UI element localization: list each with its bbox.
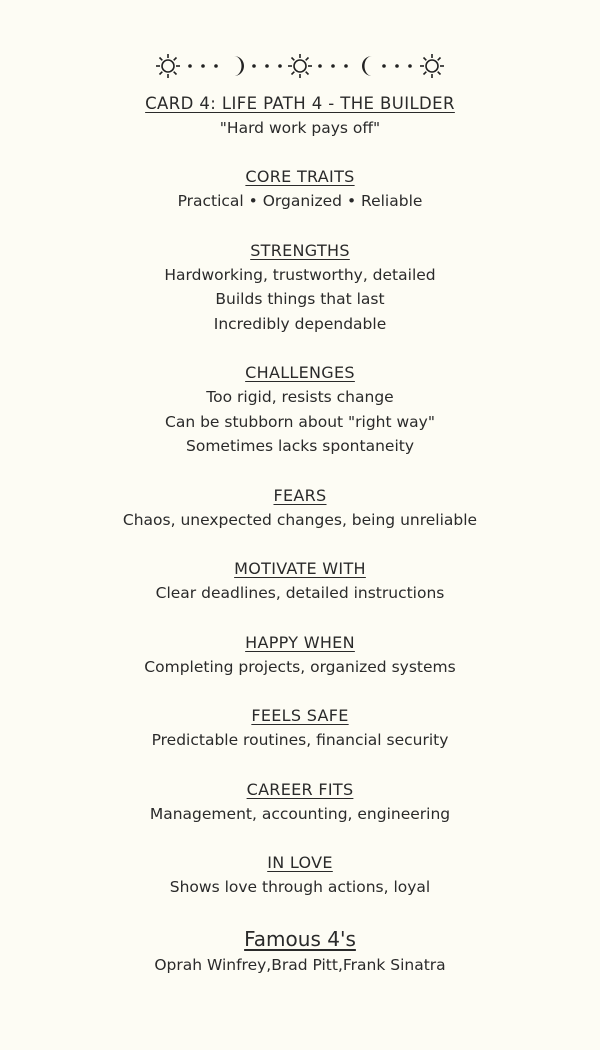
section-line: Clear deadlines, detailed instructions [155, 584, 445, 602]
section-line: Chaos, unexpected changes, being unreliable [122, 510, 478, 529]
section-heading: CAREER FITS [246, 779, 354, 799]
famous-heading: Famous 4's [244, 926, 356, 951]
ornament-svg [150, 48, 450, 84]
section-heading: IN LOVE [267, 853, 333, 872]
crescent-moon-icon [234, 56, 244, 76]
section-heading: HAPPY WHEN [245, 632, 355, 652]
section-line: Can be stubborn about "right way" [165, 412, 435, 431]
section-in-love [0, 851, 600, 900]
section-heading: FEARS [273, 485, 327, 505]
card-quote: "Hard work pays off" [219, 119, 381, 137]
section-line: Hardworking, trustworthy, detailed [164, 265, 436, 284]
section-line: Practical • Organized • Reliable [177, 192, 423, 210]
famous-names: Oprah Winfrey,Brad Pitt,Frank Sinatra [154, 955, 446, 974]
section-heading: MOTIVATE WITH [234, 559, 366, 578]
section-heading: STRENGTHS [250, 240, 350, 260]
section-fears [0, 484, 600, 533]
section-line: Completing projects, organized systems [144, 657, 456, 676]
dot-group [382, 64, 412, 68]
section-heading: CHALLENGES [245, 363, 355, 382]
section-line: Incredibly dependable [213, 314, 387, 333]
sun-icon [156, 54, 180, 78]
section-line: Sometimes lacks spontaneity [186, 437, 414, 455]
crescent-moon-icon [362, 56, 372, 76]
card-content [0, 92, 600, 977]
section-famous [0, 925, 600, 978]
section-strengths [0, 239, 600, 337]
celestial-ornament [0, 48, 600, 84]
section-career-fits [0, 778, 600, 827]
section-motivate-with [0, 557, 600, 606]
dot-group [252, 64, 282, 68]
section-heading: FEELS SAFE [251, 706, 349, 725]
dot-group [318, 64, 348, 68]
section-core-traits [0, 165, 600, 214]
section-happy-when [0, 631, 600, 680]
section-challenges [0, 361, 600, 459]
sun-icon [288, 54, 312, 78]
section-line: Shows love through actions, loyal [169, 878, 431, 896]
sun-icon [420, 54, 444, 78]
section-line: Too rigid, resists change [206, 388, 394, 406]
section-feels-safe [0, 704, 600, 753]
section-line: Builds things that last [215, 290, 385, 308]
section-heading: CORE TRAITS [245, 167, 355, 186]
dot-group [188, 64, 218, 68]
card-title: CARD 4: LIFE PATH 4 - THE BUILDER [145, 94, 455, 113]
section-line: Predictable routines, financial security [151, 731, 449, 749]
section-line: Management, accounting, engineering [149, 804, 451, 823]
